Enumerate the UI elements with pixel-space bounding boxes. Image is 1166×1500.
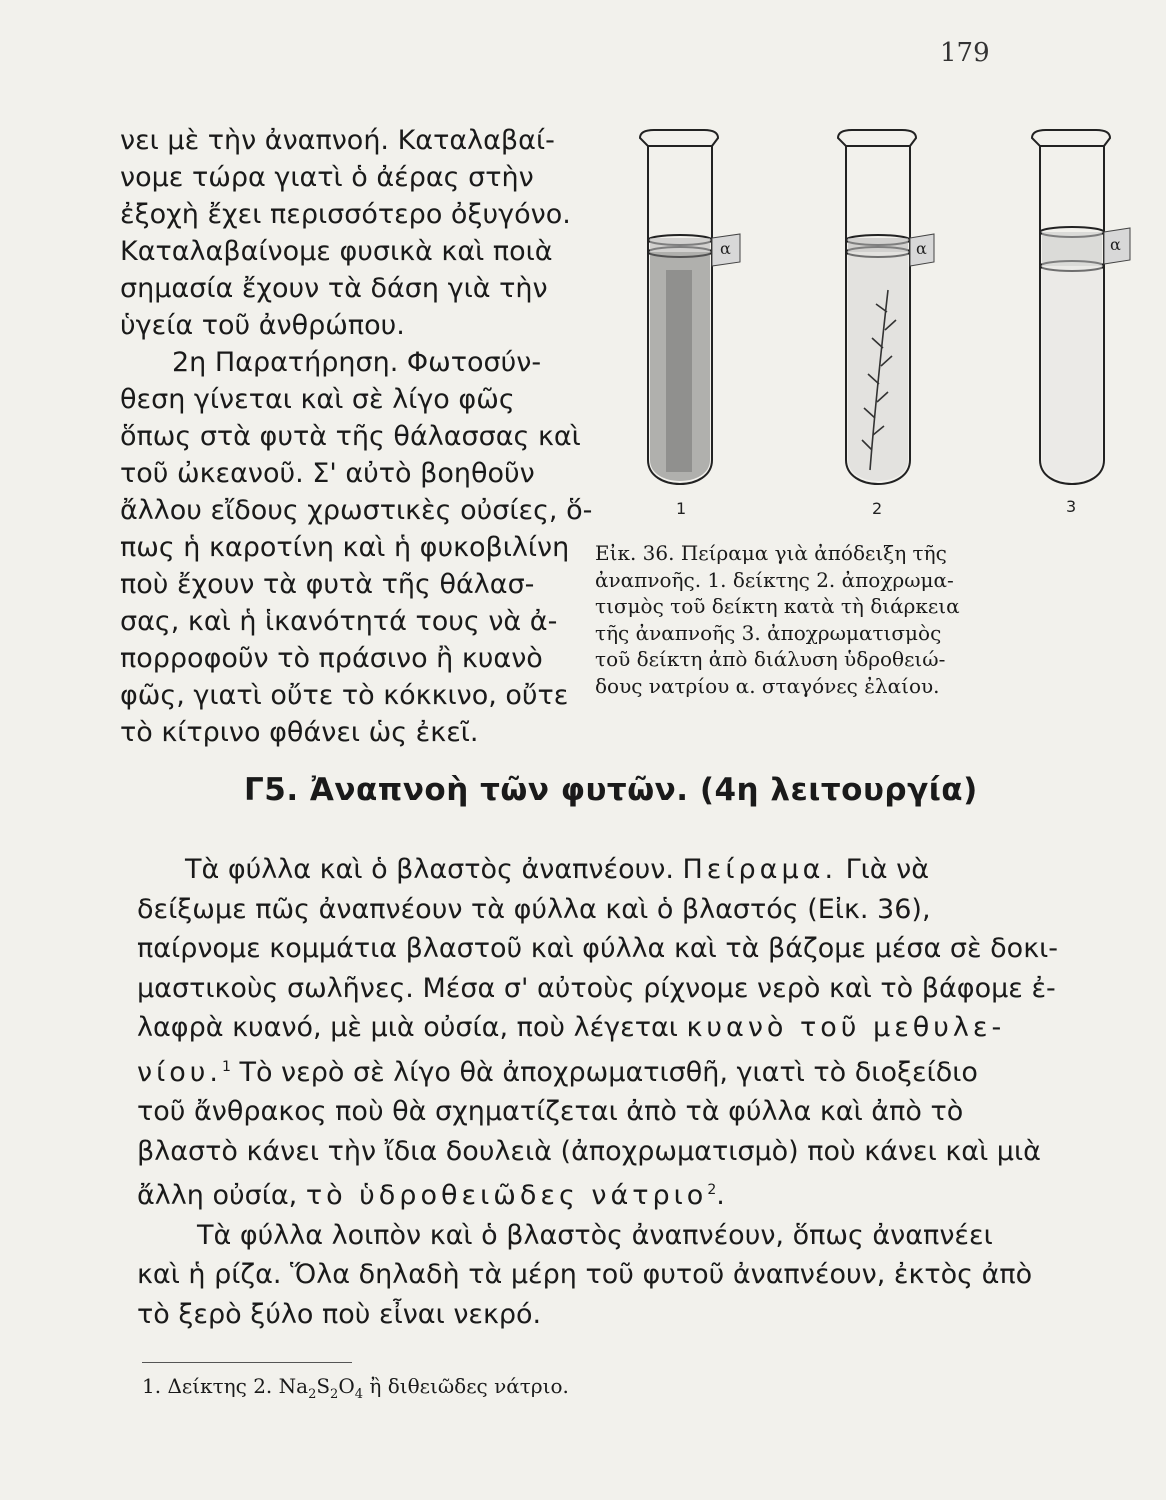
body-line: νίου.$^1$ Τὸ νερὸ σὲ λίγο θὰ ἀποχρωματισθῆ, γιατὶ τὸ διοξείδιο	[137, 1056, 978, 1088]
test-tubes-illustration	[600, 120, 1160, 530]
body-line: Τὰ φύλλα λοιπὸν καὶ ὁ βλαστὸς ἀναπνέουν, ὅπως ἀναπνέει	[197, 1219, 993, 1251]
tube-1-number: 1	[676, 499, 687, 518]
body-text	[137, 850, 1058, 1334]
body-line: παίρνομε κομμάτια βλαστοῦ καὶ φύλλα καὶ τὰ βάζομε μέσα σὲ δοκι-	[137, 933, 1058, 964]
tube-2-label: α	[916, 239, 927, 258]
body-line: δείξωμε πῶς ἀναπνέουν τὰ φύλλα καὶ ὁ βλαστός (Εἰκ. 36),	[137, 893, 931, 925]
left-line: Καταλαβαίνομε φυσικὰ καὶ ποιὰ	[120, 236, 553, 267]
tube-3-number: 3	[1066, 497, 1077, 516]
left-line: θεση γίνεται καὶ σὲ λίγο φῶς	[120, 384, 515, 415]
caption-line: δους νατρίου α. σταγόνες ἐλαίου.	[595, 673, 940, 698]
section-heading: Γ5. Ἀναπνοὴ τῶν φυτῶν. (4η λειτουργία)	[244, 772, 978, 808]
left-line: ποὺ ἔχουν τὰ φυτὰ τῆς θάλασ-	[120, 569, 535, 600]
body-line: τοῦ ἄνθρακος ποὺ θὰ σχηματίζεται ἀπὸ τὰ φύλλα καὶ ἀπὸ τὸ	[137, 1096, 964, 1127]
caption-line: τοῦ δείκτη ἀπὸ διάλυση ὑδροθειώ-	[595, 647, 946, 671]
caption-line: Εἰκ. 36. Πείραμα γιὰ ἀπόδειξη τῆς	[595, 541, 947, 565]
left-line: ἄλλου εἴδους χρωστικὲς οὐσίες, ὅ-	[120, 495, 593, 526]
page-number: 179	[940, 38, 990, 68]
body-line: λαφρὰ κυανό, μὲ μιὰ οὐσία, ποὺ λέγεται κυανὸ τοῦ μεθυλε-	[137, 1012, 1006, 1043]
test-tubes-figure	[600, 120, 1160, 530]
left-line: φῶς, γιατὶ οὔτε τὸ κόκκινο, οὔτε	[120, 680, 569, 711]
body-line: μαστικοὺς σωλῆνες. Μέσα σ' αὐτοὺς ρίχνομε νερὸ καὶ τὸ βάφομε ἐ-	[137, 972, 1056, 1004]
left-line: σημασία ἔχουν τὰ δάση γιὰ τὴν	[120, 273, 548, 304]
body-line: τὸ ξερὸ ξύλο ποὺ εἶναι νεκρό.	[137, 1298, 542, 1330]
left-line: ὅπως στὰ φυτὰ τῆς θάλασσας καὶ	[120, 421, 581, 452]
body-line: βλαστὸ κάνει τὴν ἴδια δουλειὰ (ἀποχρωματισμὸ) ποὺ κάνει καὶ μιὰ	[137, 1135, 1041, 1167]
tube-3-label: α	[1110, 235, 1121, 254]
caption-line: τῆς ἀναπνοῆς 3. ἀποχρωματισμὸς	[595, 620, 942, 645]
footnote-divider	[142, 1362, 352, 1363]
caption-line: ἀναπνοῆς. 1. δείκτης 2. ἀποχρωμα-	[595, 567, 954, 592]
left-column-text	[120, 122, 593, 751]
footnote: 1. Δείκτης 2. $Na_2S_2O_4$ ἢ διθειῶδες νάτριο.	[142, 1374, 569, 1402]
left-line: νει μὲ τὴν ἀναπνοή. Καταλαβαί-	[120, 125, 555, 156]
tube-2-number: 2	[872, 499, 883, 518]
left-line: ὑγεία τοῦ ἀνθρώπου.	[120, 310, 405, 341]
left-line: νομε τώρα γιατὶ ὁ ἀέρας στὴν	[120, 162, 534, 193]
body-line: καὶ ἡ ρίζα. Ὅλα δηλαδὴ τὰ μέρη τοῦ φυτοῦ ἀναπνέουν, ἐκτὸς ἀπὸ	[137, 1259, 1033, 1290]
tube-1-label: α	[720, 239, 731, 258]
left-line: σας, καὶ ἡ ἱκανότητά τους νὰ ἀ-	[120, 606, 558, 637]
left-line: πως ἡ καροτίνη καὶ ἡ φυκοβιλίνη	[120, 532, 570, 563]
left-line: πορροφοῦν τὸ πράσινο ἢ κυανὸ	[120, 643, 543, 674]
left-line: 2η Παρατήρηση. Φωτοσύν-	[172, 347, 542, 378]
left-line: τὸ κίτρινο φθάνει ὡς ἐκεῖ.	[120, 717, 479, 748]
caption-line: τισμὸς τοῦ δείκτη κατὰ τὴ διάρκεια	[595, 594, 960, 618]
body-line: ἄλλη οὐσία, τὸ ὑδροθειῶδες νάτριο$^2$.	[137, 1180, 725, 1211]
figure-caption	[595, 540, 975, 699]
body-line: Τὰ φύλλα καὶ ὁ βλαστὸς ἀναπνέουν. Πείραμα. Γιὰ νὰ	[185, 854, 930, 885]
left-line: τοῦ ὠκεανοῦ. Σ' αὐτὸ βοηθοῦν	[120, 458, 535, 489]
left-line: ἐξοχὴ ἔχει περισσότερο ὀξυγόνο.	[120, 199, 571, 230]
